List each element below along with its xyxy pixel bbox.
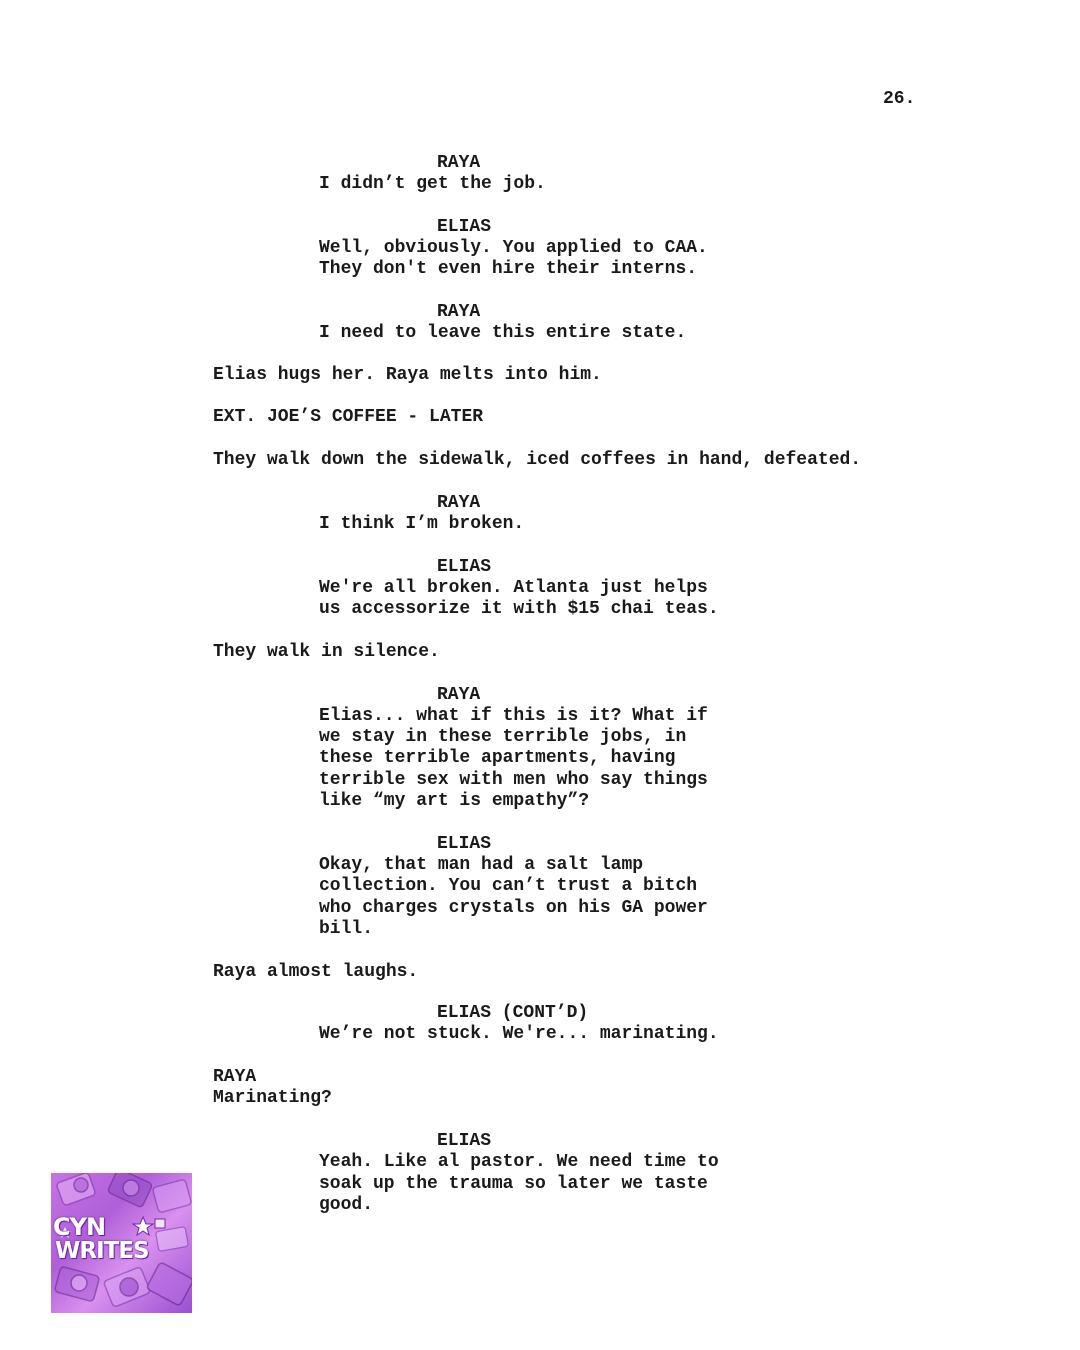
dialogue-line: Okay, that man had a salt lamp bbox=[319, 855, 644, 875]
dialogue-line: I need to leave this entire state. bbox=[319, 323, 687, 343]
dialogue-line: we stay in these terrible jobs, in bbox=[319, 727, 687, 747]
character-cue: ELIAS bbox=[437, 557, 492, 577]
dialogue-line: soak up the trauma so later we taste bbox=[319, 1174, 708, 1194]
action-line: Elias hugs her. Raya melts into him. bbox=[213, 365, 602, 385]
character-cue: RAYA bbox=[437, 493, 481, 513]
dialogue-line: Elias... what if this is it? What if bbox=[319, 706, 708, 726]
logo-text-cyn: CYN bbox=[53, 1213, 106, 1241]
dialogue-line: I didn’t get the job. bbox=[319, 174, 546, 194]
action-line: Raya almost laughs. bbox=[213, 962, 419, 982]
character-cue: RAYA bbox=[437, 685, 481, 705]
action-line: RAYA bbox=[213, 1067, 257, 1087]
dialogue-line: who charges crystals on his GA power bbox=[319, 898, 708, 918]
dialogue-line: good. bbox=[319, 1195, 374, 1215]
character-cue: ELIAS bbox=[437, 834, 492, 854]
dialogue-line: I think I’m broken. bbox=[319, 514, 525, 534]
character-cue: RAYA bbox=[437, 302, 481, 322]
character-cue: ELIAS bbox=[437, 217, 492, 237]
action-line: Marinating? bbox=[213, 1088, 332, 1108]
action-line: They walk in silence. bbox=[213, 642, 440, 662]
character-cue: ELIAS (CONT’D) bbox=[437, 1003, 589, 1023]
dialogue-line: terrible sex with men who say things bbox=[319, 770, 708, 790]
character-cue: ELIAS bbox=[437, 1131, 492, 1151]
dialogue-line: collection. You can’t trust a bitch bbox=[319, 876, 698, 896]
dialogue-line: They don't even hire their interns. bbox=[319, 259, 698, 279]
logo-text-writes: WRITES bbox=[55, 1238, 149, 1264]
action-line: They walk down the sidewalk, iced coffees in hand, defeated. bbox=[213, 450, 862, 470]
dialogue-line: us accessorize it with $15 chai teas. bbox=[319, 599, 719, 619]
dialogue-line: bill. bbox=[319, 919, 374, 939]
dialogue-line: these terrible apartments, having bbox=[319, 748, 676, 768]
dialogue-line: Well, obviously. You applied to CAA. bbox=[319, 238, 708, 258]
dialogue-line: We’re not stuck. We're... marinating. bbox=[319, 1024, 719, 1044]
character-cue: RAYA bbox=[437, 153, 481, 173]
dialogue-line: Yeah. Like al pastor. We need time to bbox=[319, 1152, 719, 1172]
cyn-writes-logo bbox=[51, 1173, 192, 1313]
dialogue-line: like “my art is empathy”? bbox=[319, 791, 590, 811]
page-number: 26. bbox=[883, 89, 916, 109]
scene-heading: EXT. JOE’S COFFEE - LATER bbox=[213, 407, 484, 427]
dialogue-line: We're all broken. Atlanta just helps bbox=[319, 578, 708, 598]
